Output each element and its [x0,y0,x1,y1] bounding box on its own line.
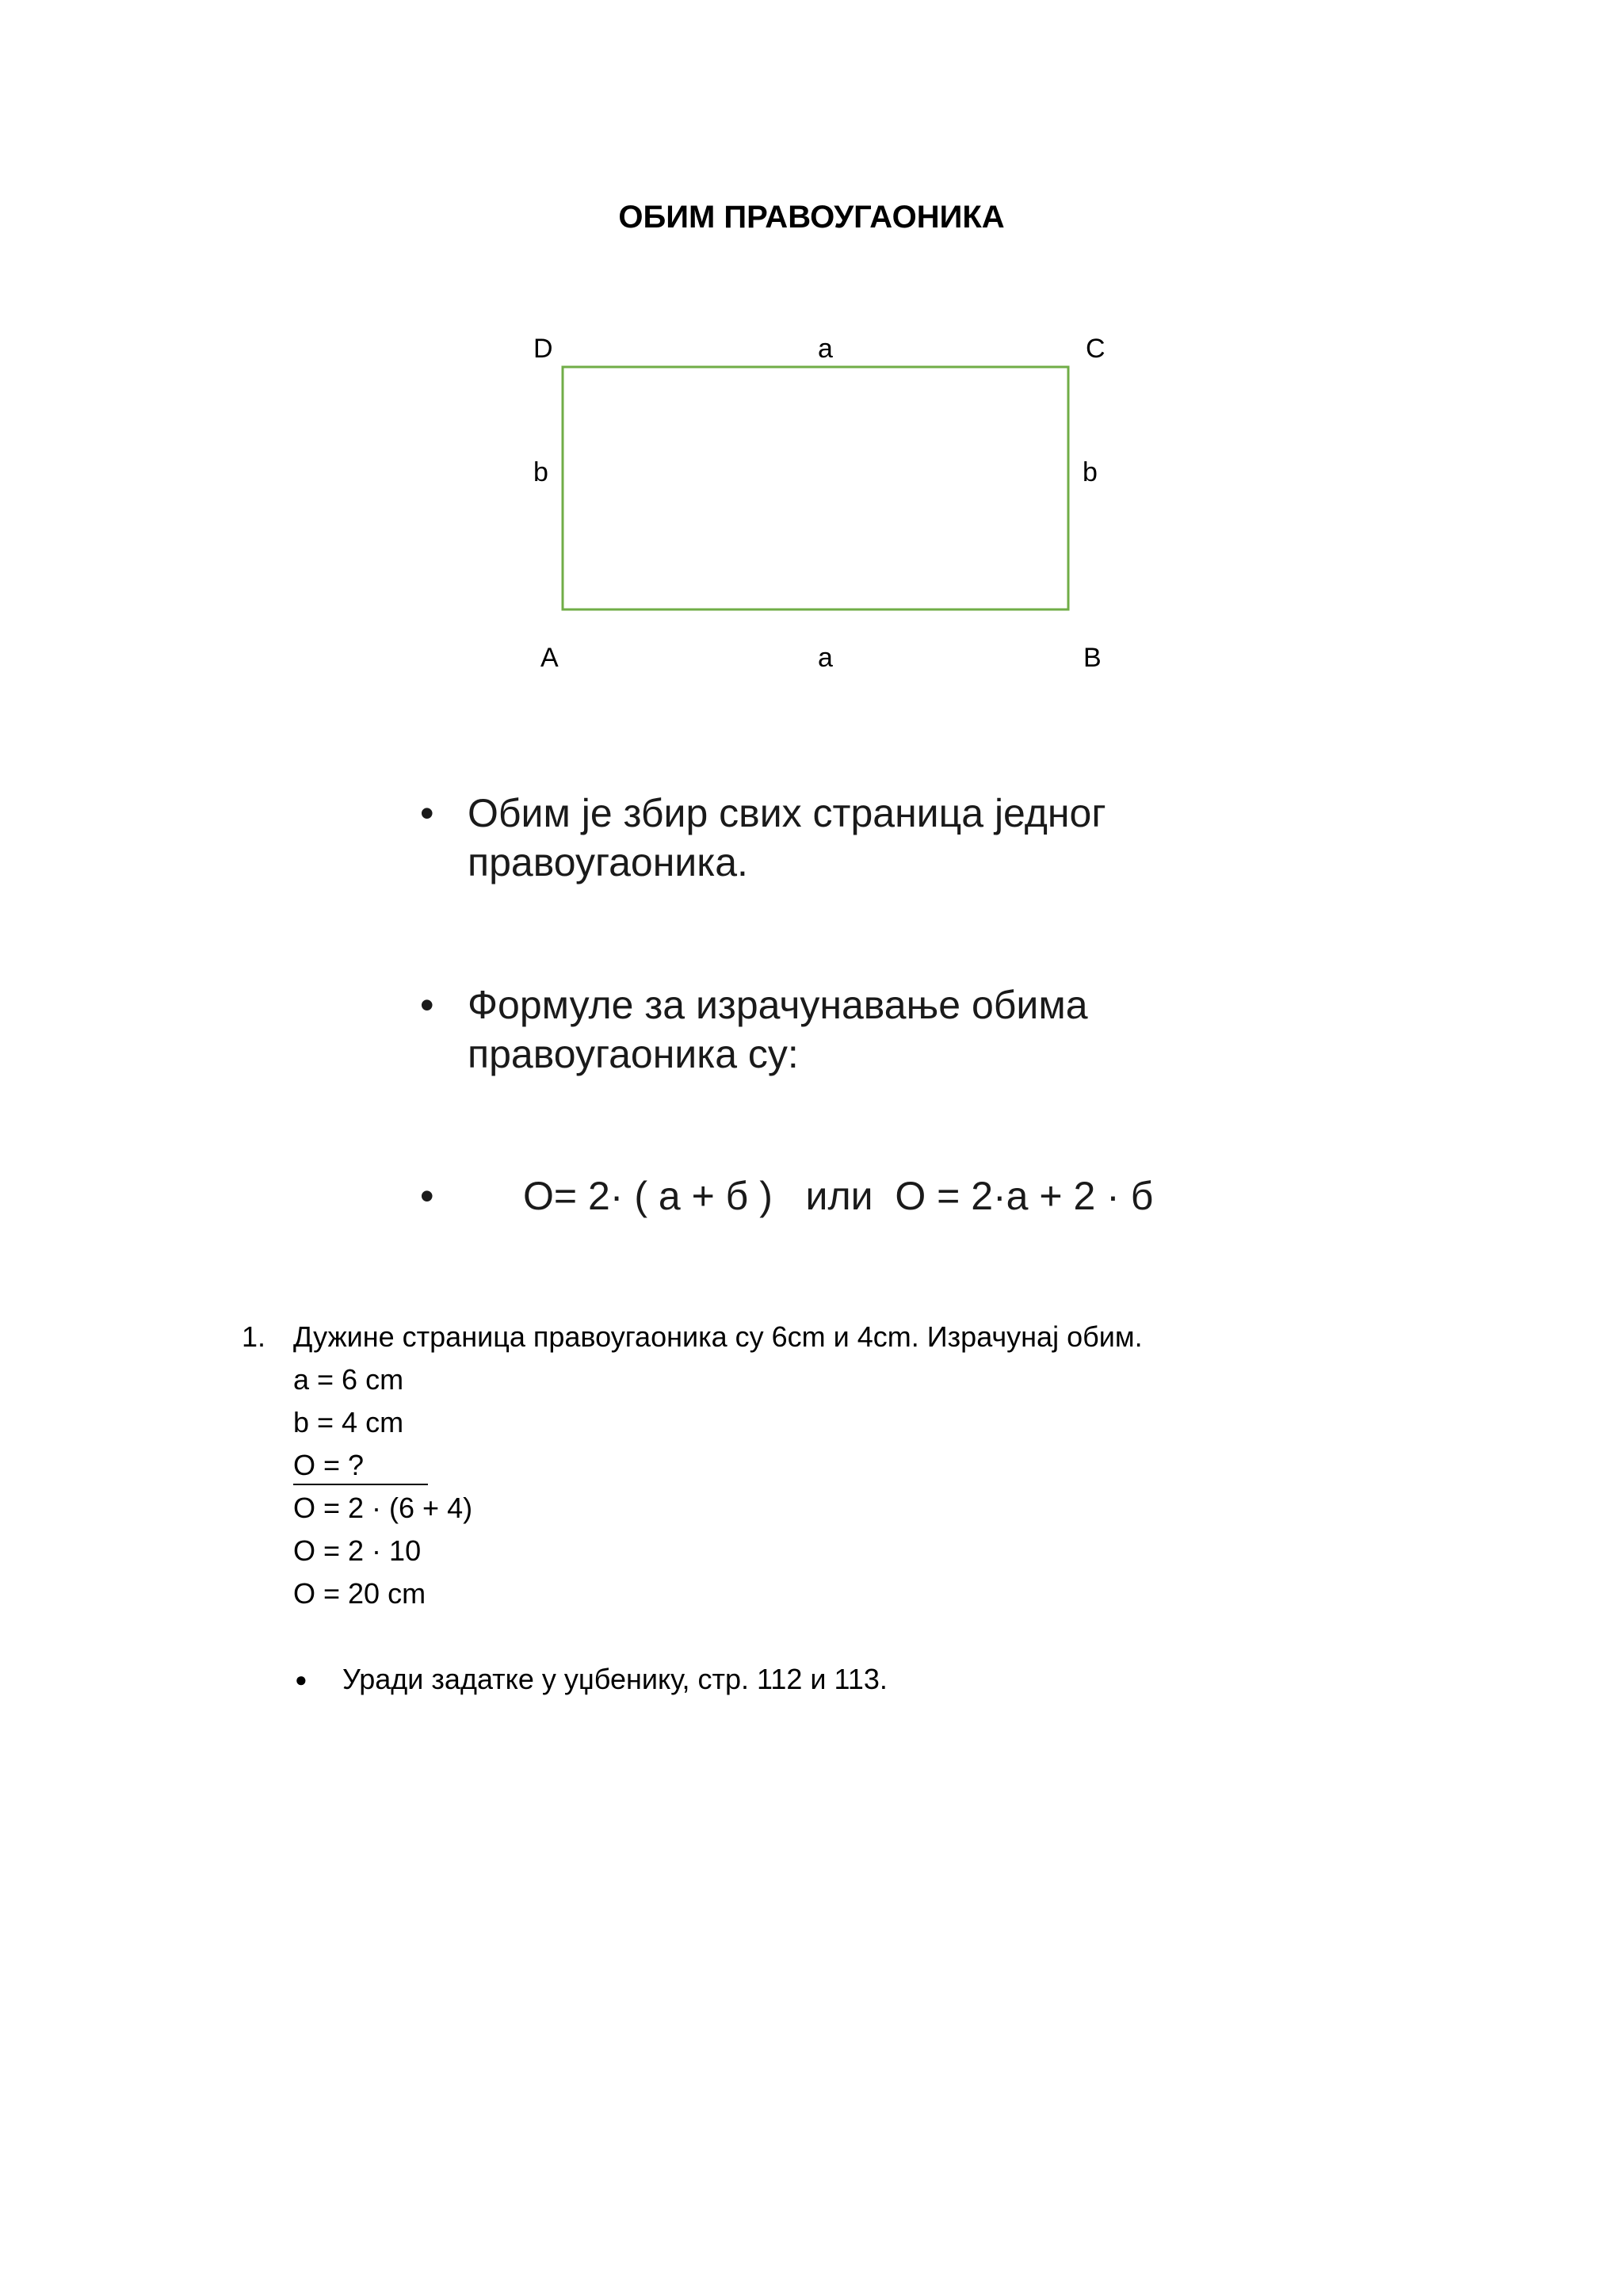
formula-intro-line-2: правоугаоника су: [468,1032,799,1076]
vertex-label-a: A [540,643,559,673]
vertex-label-b: B [1083,643,1102,673]
definition-line-1: Обим је збир свих страница једног [468,791,1106,835]
given-a: a = 6 cm [293,1363,404,1396]
side-label-bottom-a: a [818,643,833,673]
bullet-icon: • [420,1174,434,1218]
formula-bullet [420,1171,1292,1227]
bullet-icon: • [420,791,434,835]
formula-intro-line-1: Формуле за израчунавање обима [468,983,1088,1027]
solution-result: O = 20 cm [293,1577,426,1610]
homework-text: Уради задатке у уџбенику, стр. 112 и 113. [342,1663,888,1695]
solution-step-1: O = 2 · (6 + 4) [293,1492,473,1524]
definition-line-2: правоугаоника. [468,840,748,884]
task-statement: Дужине страница правоугаоника су 6cm и 4cm. Израчунај обим. [293,1320,1143,1353]
formula-text: О= 2· ( а + б ) или О = 2·а + 2 · б [523,1174,1154,1218]
side-label-right-b: b [1083,457,1098,487]
side-label-left-b: b [533,457,548,487]
given-b: b = 4 cm [293,1406,404,1438]
solution-step-2: O = 2 · 10 [293,1534,422,1567]
unknown-line [293,1444,428,1487]
vertex-label-d: D [533,334,553,364]
bullet-icon: • [420,983,434,1027]
vertex-label-c: C [1086,334,1106,364]
page-title: ОБИМ ПРАВОУГАОНИКА [618,200,1005,235]
unknown-text: O = ? [293,1447,428,1485]
side-label-top-a: a [818,334,833,364]
formula-intro-bullet [420,980,1292,1083]
rectangle-shape [563,367,1068,609]
definition-bullet [420,789,1292,892]
homework-bullet-icon: ● [295,1668,307,1691]
task-number: 1. [242,1320,266,1353]
